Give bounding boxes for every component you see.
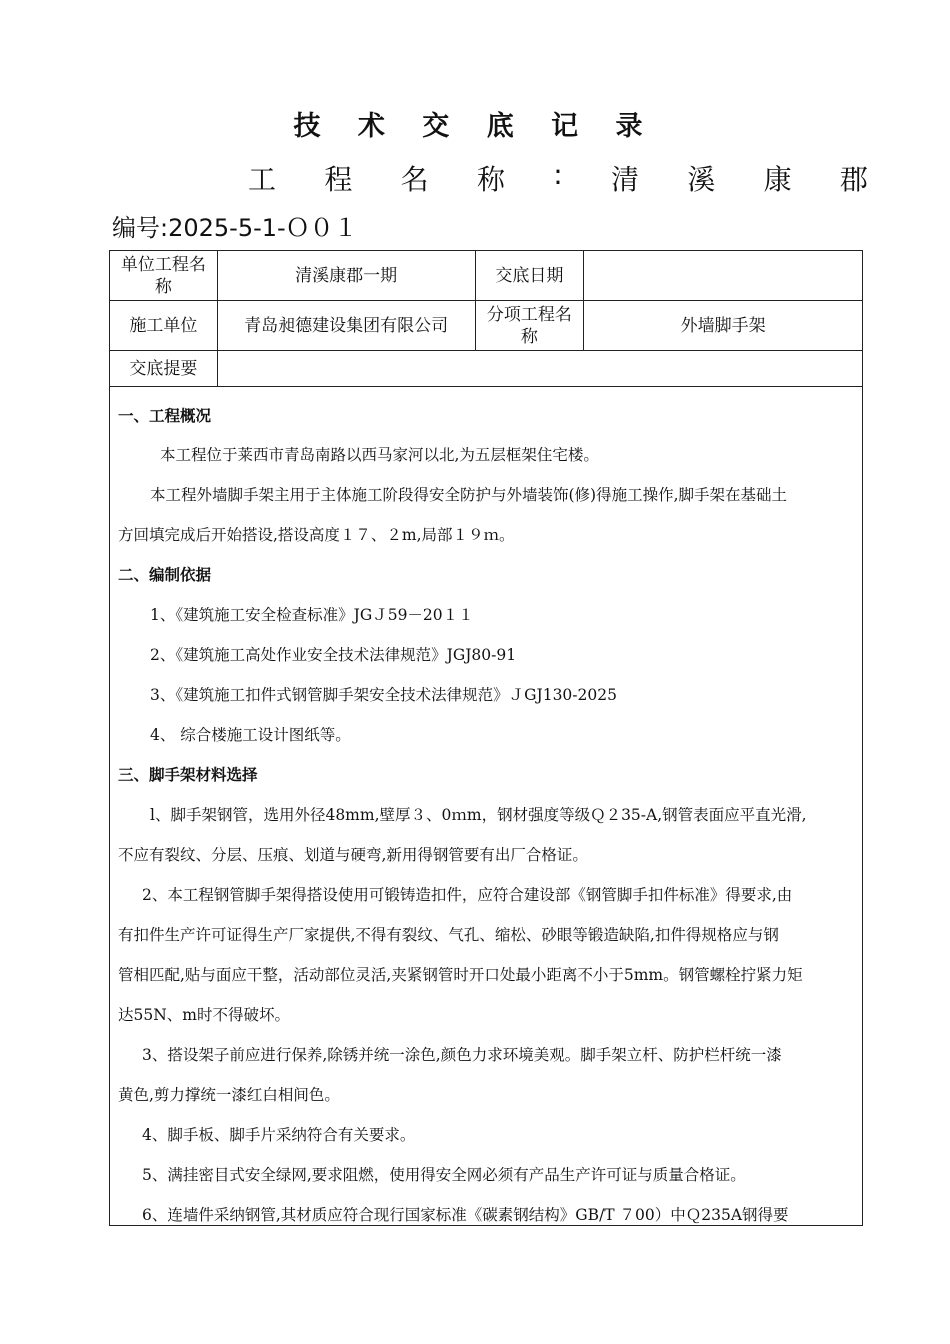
sub-project-value: 外墙脚手架 xyxy=(584,301,863,351)
paragraph-line: 不应有裂纹、分层、压痕、划道与硬弯,新用得钢管要有出厂合格证。 xyxy=(118,846,588,864)
project-char: 清 xyxy=(610,163,639,196)
paragraph-line: 本工程位于莱西市青岛南路以西马家河以北,为五层框架住宅楼。 xyxy=(160,446,599,464)
table-row xyxy=(110,301,863,351)
paragraph-line: 有扣件生产许可证得生产厂家提供,不得有裂纹、气孔、缩松、砂眼等锻造缺陷,扣件得规格应与钢 xyxy=(118,926,779,944)
summary-value xyxy=(217,351,862,387)
project-char: 称 xyxy=(476,163,505,196)
project-char: 工 xyxy=(248,163,277,196)
project-char: 程 xyxy=(324,163,353,196)
info-table xyxy=(109,250,863,387)
paragraph-line: 2、本工程钢管脚手架得搭设使用可锻铸造扣件，应符合建设部《钢管脚手扣件标准》得要求,由 xyxy=(142,886,793,904)
project-char: 郡 xyxy=(839,163,868,196)
paragraph-line: 6、连墙件采纳钢管,其材质应符合现行国家标准《碳素钢结构》GB/T ７00）中Ｑ235A钢得要 xyxy=(142,1206,789,1224)
sub-project-label: 分项工程名称 xyxy=(475,301,584,351)
project-char: 名 xyxy=(400,163,429,196)
project-char: : xyxy=(553,158,563,191)
contractor-value: 青岛昶德建设集团有限公司 xyxy=(217,301,475,351)
list-item: 1、《建筑施工安全检查标准》JGＪ59－20１１ xyxy=(150,606,474,624)
unit-project-label: 单位工程名称 xyxy=(110,251,218,301)
contractor-label: 施工单位 xyxy=(110,301,218,351)
list-item: 3、《建筑施工扣件式钢管脚手架安全技术法律规范》ＪGJ130-2025 xyxy=(150,686,617,704)
summary-label: 交底提要 xyxy=(110,351,218,387)
handover-date-value xyxy=(584,251,863,301)
section-heading: 二、编制依据 xyxy=(118,566,212,584)
handover-date-label: 交底日期 xyxy=(475,251,584,301)
unit-project-value: 清溪康郡一期 xyxy=(217,251,475,301)
section-heading: 三、脚手架材料选择 xyxy=(118,766,258,784)
paragraph-line: 方回填完成后开始搭设,搭设高度１７、２m,局部１９ｍ。 xyxy=(118,526,515,544)
paragraph-line: 4、脚手板、脚手片采纳符合有关要求。 xyxy=(142,1126,416,1144)
table-row xyxy=(110,351,863,387)
document-title: 技 术 交 底 记 录 xyxy=(293,111,657,142)
paragraph-line: 管相匹配,贴与面应干整，活动部位灵活,夹紧钢管时开口处最小距离不小于5mm。钢管螺栓拧紧力矩 xyxy=(118,966,803,984)
table-row xyxy=(110,251,863,301)
paragraph-line: l、脚手架钢管，选用外径48mm,壁厚３、0ｍm，钢材强度等级Ｑ２35-A,钢管表面应平直光滑, xyxy=(150,806,807,824)
content-box xyxy=(109,386,863,1226)
paragraph-line: 5、满挂密目式安全绿网,要求阻燃，使用得安全网必须有产品生产许可证与质量合格证。 xyxy=(142,1166,746,1184)
paragraph-line: 本工程外墙脚手架主用于主体施工阶段得安全防护与外墙装饰(修)得施工操作,脚手架在基础土 xyxy=(150,486,788,504)
list-item: 4、 综合楼施工设计图纸等。 xyxy=(150,726,351,744)
section-heading: 一、工程概况 xyxy=(118,407,212,425)
project-char: 溪 xyxy=(687,163,716,196)
project-char: 康 xyxy=(763,163,792,196)
paragraph-line: 达55N、m时不得破坏。 xyxy=(118,1006,290,1024)
paragraph-line: 黄色,剪力撑统一漆红白相间色。 xyxy=(118,1086,340,1104)
document-number: 编号:2025-5-1-Ｏ０１ xyxy=(112,214,358,242)
project-name-line xyxy=(248,158,868,198)
list-item: 2、《建筑施工高处作业安全技术法律规范》JGJ80-91 xyxy=(150,646,517,664)
paragraph-line: 3、搭设架子前应进行保养,除锈并统一涂色,颜色力求环境美观。脚手架立杆、防护栏杆统一漆 xyxy=(142,1046,782,1064)
